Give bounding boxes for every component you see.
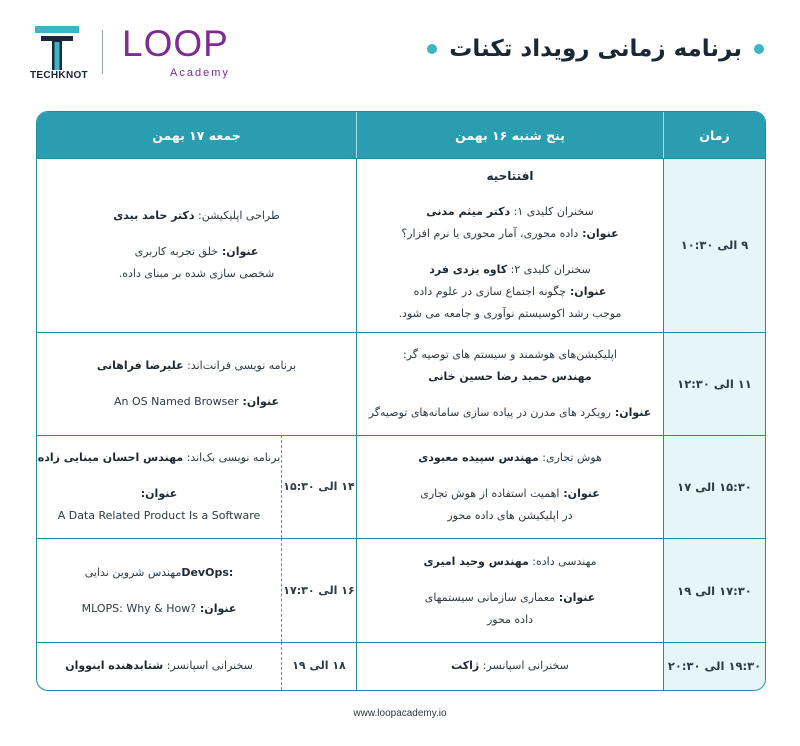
speaker-line: سخنرانی اسپانسر: ژاکت <box>451 659 569 673</box>
speaker-name: مهندس وحید امیری <box>423 554 529 568</box>
speaker-line: طراحی اپلیکیشن: دکتر حامد بیدی <box>113 209 280 223</box>
title-dot-icon <box>427 44 437 54</box>
topic-line: عنوان: داده محوری، آمار محوری یا نرم افزار؟ <box>401 227 619 241</box>
header-time: زمان <box>663 112 765 158</box>
speaker-line: اپلیکیشن‌های هوشمند و سیستم های توصیه گر: <box>403 347 617 361</box>
speaker-line: سخنران کلیدی ۲: کاوه یزدی فرد <box>429 263 591 277</box>
header-day2: جمعه ۱۷ بهمن <box>37 112 356 158</box>
speaker-line: DevOps:مهندس شروین ندایی <box>84 565 234 579</box>
table-row <box>37 158 765 332</box>
logo-divider <box>102 30 103 74</box>
loop-subtitle: Academy <box>170 67 230 79</box>
loop-wordmark: LOOP <box>122 23 229 64</box>
session-title: افتتاحیه <box>486 169 534 184</box>
techknot-logo-icon <box>35 26 79 70</box>
sub-time-cell: ۱۴ الی ۱۵:۳۰ <box>281 435 356 538</box>
time-cell: ۱۷:۳۰ الی ۱۹ <box>663 538 765 641</box>
table-row <box>37 332 765 435</box>
session-cell <box>356 642 663 690</box>
time-cell: ۱۵:۳۰ الی ۱۷ <box>663 435 765 538</box>
topic-line: عنوان: An OS Named Browser <box>114 394 279 408</box>
title-dot-icon <box>754 44 764 54</box>
footer-url: www.loopacademy.io <box>353 708 447 719</box>
topic-line: عنوان: چگونه اجتماع سازی در علوم داده <box>413 285 607 299</box>
speaker-line: مهندسی داده: مهندس وحید امیری <box>423 554 597 568</box>
session-cell <box>37 642 281 690</box>
session-cell <box>356 435 663 538</box>
topic-line: شخصی سازی شده بر مبنای داده. <box>118 267 275 281</box>
page-title: برنامه زمانی رویداد تکنات <box>449 36 742 62</box>
topic-line: موجب رشد اکوسیستم نوآوری و جامعه می شود. <box>398 307 622 321</box>
table-row <box>37 435 765 538</box>
speaker-line: سخنران کلیدی ۱: دکتر میثم مدنی <box>426 205 594 219</box>
topic-line: عنوان: اهمیت استفاده از هوش تجاری <box>420 487 600 501</box>
session-cell <box>356 538 663 641</box>
time-cell: ۱۹:۳۰ الی ۲۰:۳۰ <box>663 642 765 690</box>
techknot-wordmark: TECHKNOT <box>30 70 88 81</box>
sub-time-cell: ۱۸ الی ۱۹ <box>281 642 356 690</box>
page-title-wrap <box>427 36 764 62</box>
speaker-name: علیرضا فراهانی <box>96 358 184 372</box>
speaker-line: هوش تجاری: مهندس سپیده معبودی <box>418 451 602 465</box>
topic-line: عنوان: MLOPS: Why & How? <box>81 601 237 615</box>
topic-line: عنوان: معماری سازمانی سیستمهای <box>424 590 596 604</box>
header-day1: پنج شنبه ۱۶ بهمن <box>356 112 663 158</box>
session-cell <box>37 332 356 435</box>
table-row <box>37 538 765 641</box>
speaker-name: مهندس حمید رضا حسین خانی <box>428 369 592 383</box>
topic-line: در اپلیکیشن های داده محور <box>447 509 573 523</box>
speaker-name: مهندس احسان مینایی زاده <box>37 451 184 465</box>
sub-time-cell: ۱۶ الی ۱۷:۳۰ <box>281 538 356 641</box>
logos <box>30 20 260 90</box>
topic-label: عنوان: <box>140 487 178 501</box>
session-cell <box>37 435 281 538</box>
topic-line: عنوان: خلق تجربه کاربری <box>134 245 259 259</box>
header-row <box>37 112 765 158</box>
table-row <box>37 642 765 690</box>
topic-line: داده محور <box>486 612 534 626</box>
speaker-name: شتابدهنده اینووان <box>65 659 164 673</box>
speaker-line: سخنرانی اسپانسر: شتابدهنده اینووان <box>65 659 253 673</box>
speaker-name: کاوه یزدی فرد <box>429 263 508 277</box>
session-cell <box>37 158 356 332</box>
time-cell: ۱۱ الی ۱۲:۳۰ <box>663 332 765 435</box>
speaker-line: برنامه نویسی فرانت‌اند: علیرضا فراهانی <box>96 358 297 372</box>
session-cell <box>37 538 281 641</box>
schedule-table <box>36 111 766 691</box>
time-cell: ۹ الی ۱۰:۳۰ <box>663 158 765 332</box>
speaker-name: دکتر میثم مدنی <box>426 205 511 219</box>
topic-line: عنوان: رویکرد های مدرن در پیاده سازی سامانه‌های توصیه‌گر <box>368 405 652 419</box>
speaker-line: برنامه نویسی بک‌اند: مهندس احسان مینایی زاده <box>37 451 281 465</box>
session-cell <box>356 332 663 435</box>
session-cell <box>356 158 663 332</box>
speaker-name: دکتر حامد بیدی <box>113 209 195 223</box>
speaker-name: مهندس سپیده معبودی <box>418 451 539 465</box>
speaker-name: مهندس شروین ندایی <box>84 565 182 579</box>
topic-line: A Data Related Product Is a Software <box>57 509 261 523</box>
speaker-name: ژاکت <box>451 659 480 673</box>
